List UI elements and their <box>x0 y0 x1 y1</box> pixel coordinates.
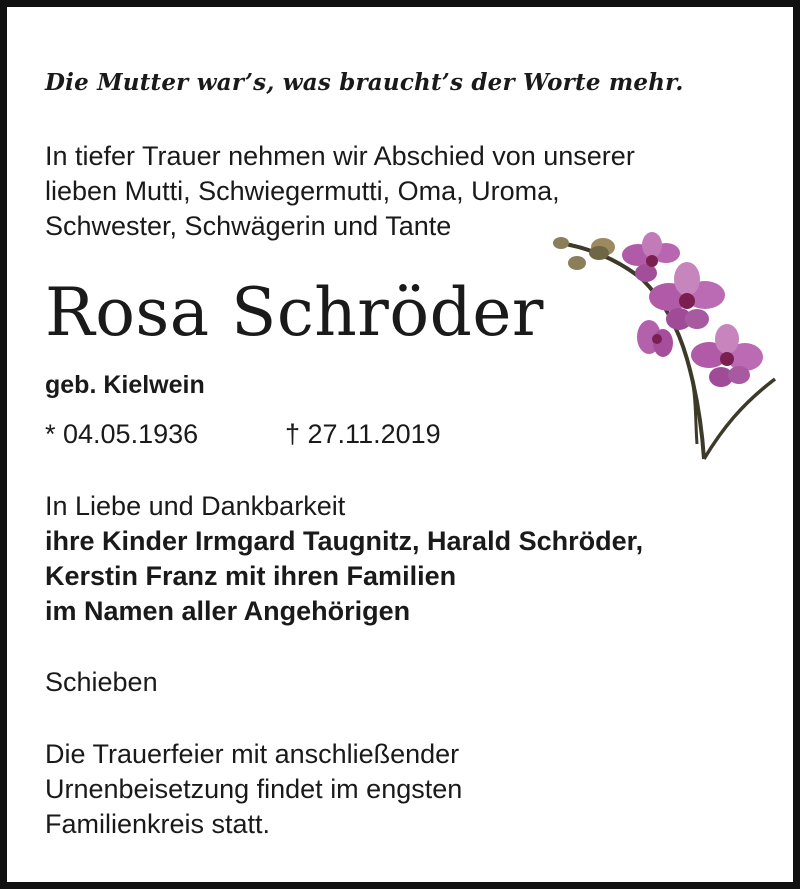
service-line: Die Trauerfeier mit anschließender <box>45 739 460 769</box>
service-line: Familienkreis statt. <box>45 809 271 839</box>
intro-line: In tiefer Trauer nehmen wir Abschied von unserer <box>45 141 635 171</box>
intro-line: lieben Mutti, Schwiegermutti, Oma, Uroma, <box>45 176 560 206</box>
service-line: Urnenbeisetzung findet im engsten <box>45 774 463 804</box>
signers-line: ihre Kinder Irmgard Taugnitz, Harald Schröder, <box>45 526 644 556</box>
signers-line: im Namen aller Angehörigen <box>45 596 411 626</box>
signers-block <box>45 489 643 629</box>
service-info <box>45 737 462 842</box>
place-name: Schieben <box>45 667 158 697</box>
life-dates <box>45 419 441 450</box>
deceased-name: Rosa Schröder <box>45 274 544 351</box>
orchid-flower-icon <box>547 229 782 464</box>
birth-date: * 04.05.1936 <box>45 419 199 449</box>
motto-quote: Die Mutter war’s, was braucht’s der Worte mehr. <box>45 69 684 96</box>
death-date: † 27.11.2019 <box>285 419 441 449</box>
maiden-name: geb. Kielwein <box>45 371 205 399</box>
signers-intro: In Liebe und Dankbarkeit <box>45 491 346 521</box>
intro-line: Schwester, Schwägerin und Tante <box>45 211 452 241</box>
signers-line: Kerstin Franz mit ihren Familien <box>45 561 457 591</box>
